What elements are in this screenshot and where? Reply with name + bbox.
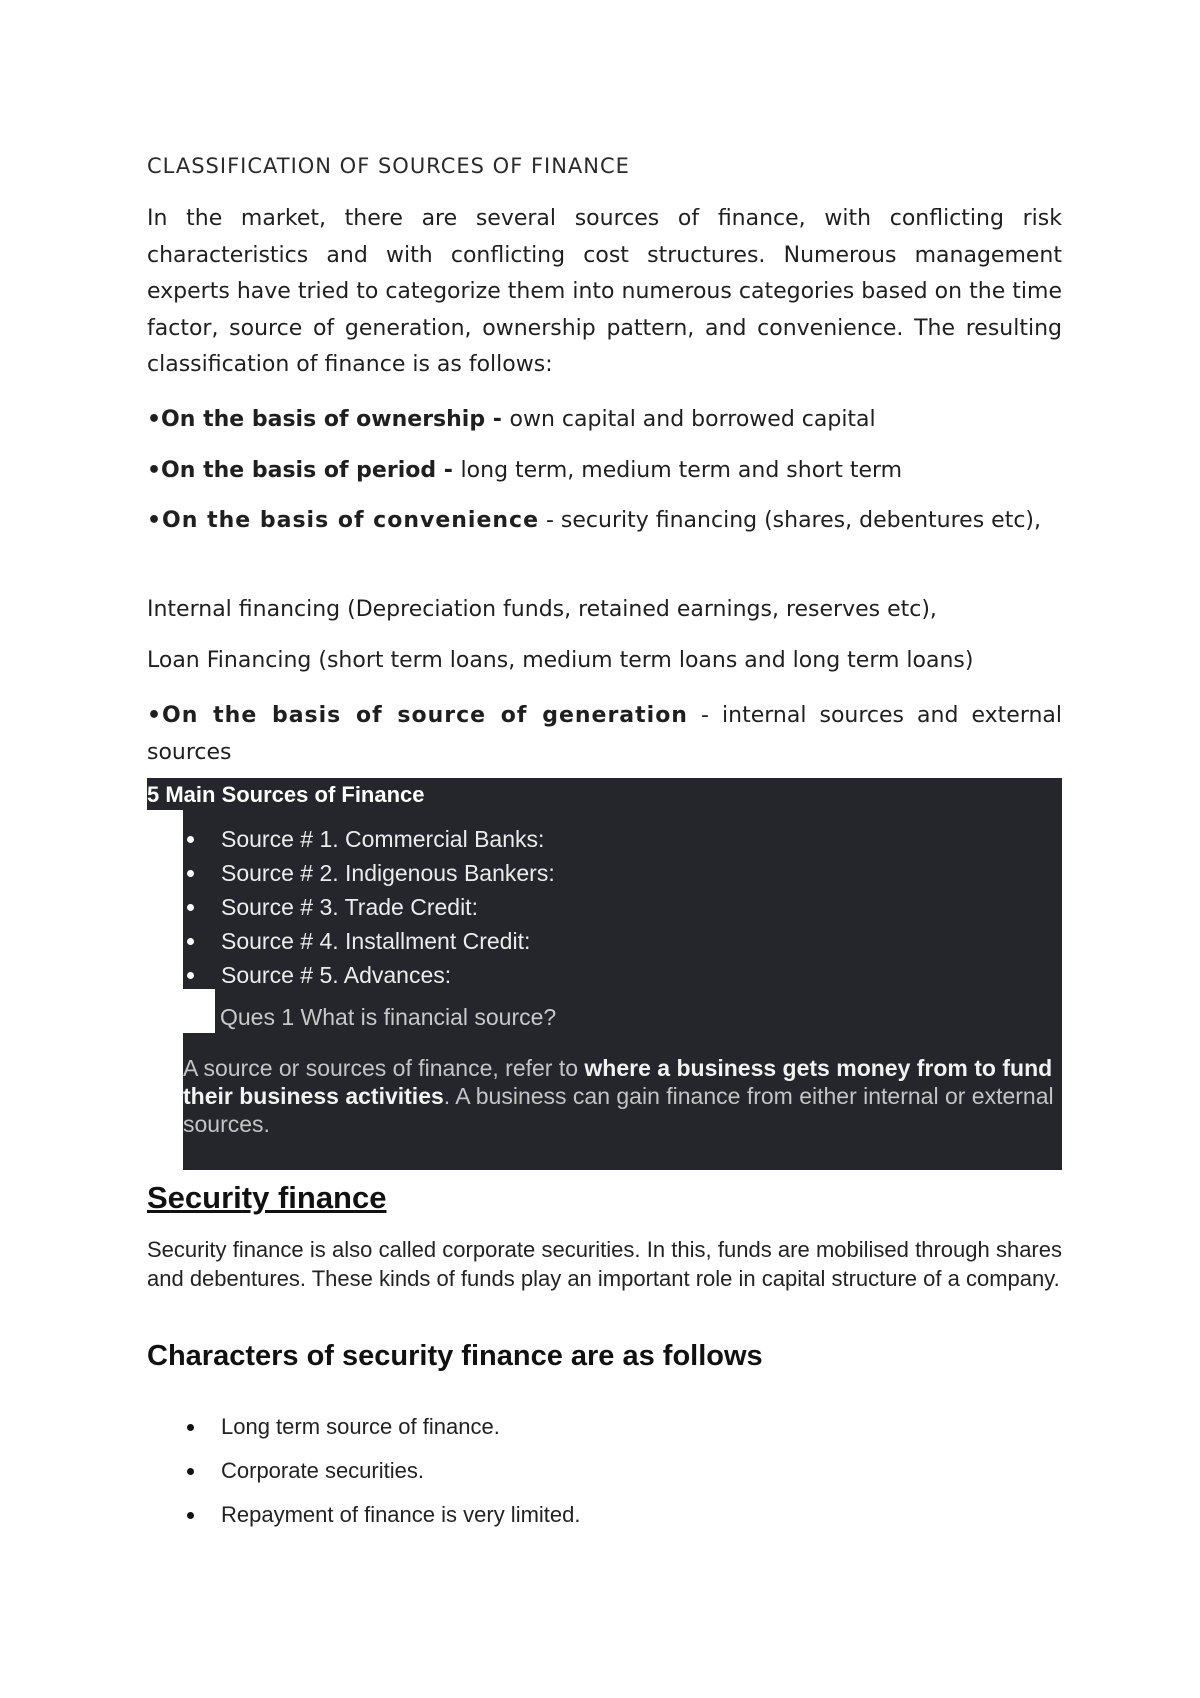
basis-source-of-generation — [147, 698, 1062, 771]
basis-ownership — [147, 402, 1062, 438]
characters-title: Characters of security finance are as follows — [147, 1340, 763, 1372]
intro-paragraph — [147, 201, 1062, 384]
basis-period — [147, 453, 1062, 489]
characters-list — [183, 1405, 581, 1537]
main-sources-title: 5 Main Sources of Finance — [147, 782, 425, 807]
answer-text — [183, 1054, 1055, 1138]
list-item: Source # 1. Commercial Banks: — [183, 822, 555, 856]
section-heading: CLASSIFICATION OF SOURCES OF FINANCE — [147, 154, 630, 178]
basis-convenience — [147, 503, 1062, 540]
internal-financing: Internal financing (Depreciation funds, retained earnings, reserves etc), — [147, 597, 937, 622]
answer-suffix: . A business can gain finance from either internal or external sources. — [183, 1083, 1054, 1137]
basis-label: •On the basis of convenience — [147, 508, 539, 533]
basis-label: •On the basis of period - — [147, 458, 461, 483]
security-finance-title: Security finance — [147, 1180, 387, 1215]
list-item: Source # 5. Advances: — [183, 958, 555, 992]
list-item: Source # 2. Indigenous Bankers: — [183, 856, 555, 890]
answer-emphasis: where a business gets money from to fund their business activities — [183, 1055, 1053, 1109]
basis-text: - security financing (shares, debentures etc), — [539, 508, 1042, 533]
panel-notch — [183, 989, 215, 1033]
basis-label: •On the basis of ownership - — [147, 407, 510, 432]
list-item: Long term source of finance. — [183, 1405, 581, 1449]
list-item: Repayment of finance is very limited. — [183, 1493, 581, 1537]
document-page — [147, 0, 1062, 1698]
main-sources-list — [183, 822, 555, 992]
basis-text: long term, medium term and short term — [460, 458, 903, 483]
intro-text: In the market, there are several sources of finance, with conflicting risk characteristics and with conflicting cost structures. Numerous management experts have tried to categorize them into numerous categories based on the time factor, source of generation, ownership pattern, and convenience. The resulting classification of finance is as follows: — [147, 206, 1062, 377]
question-text: Ques 1 What is financial source? — [220, 1004, 557, 1030]
loan-financing: Loan Financing (short term loans, medium term loans and long term loans) — [147, 648, 974, 673]
list-item: Source # 3. Trade Credit: — [183, 890, 555, 924]
basis-text: own capital and borrowed capital — [509, 407, 876, 432]
basis-label: •On the basis of source of generation — [147, 703, 688, 728]
answer-prefix: A source or sources of finance, refer to — [183, 1055, 585, 1081]
basis-text: - internal sources and external sources — [147, 703, 1063, 765]
list-item: Corporate securities. — [183, 1449, 581, 1493]
security-finance-paragraph: Security finance is also called corporate securities. In this, funds are mobilised through shares and debentures. These kinds of funds play an important role in capital structure of a company. — [147, 1237, 1062, 1291]
list-item: Source # 4. Installment Credit: — [183, 924, 555, 958]
